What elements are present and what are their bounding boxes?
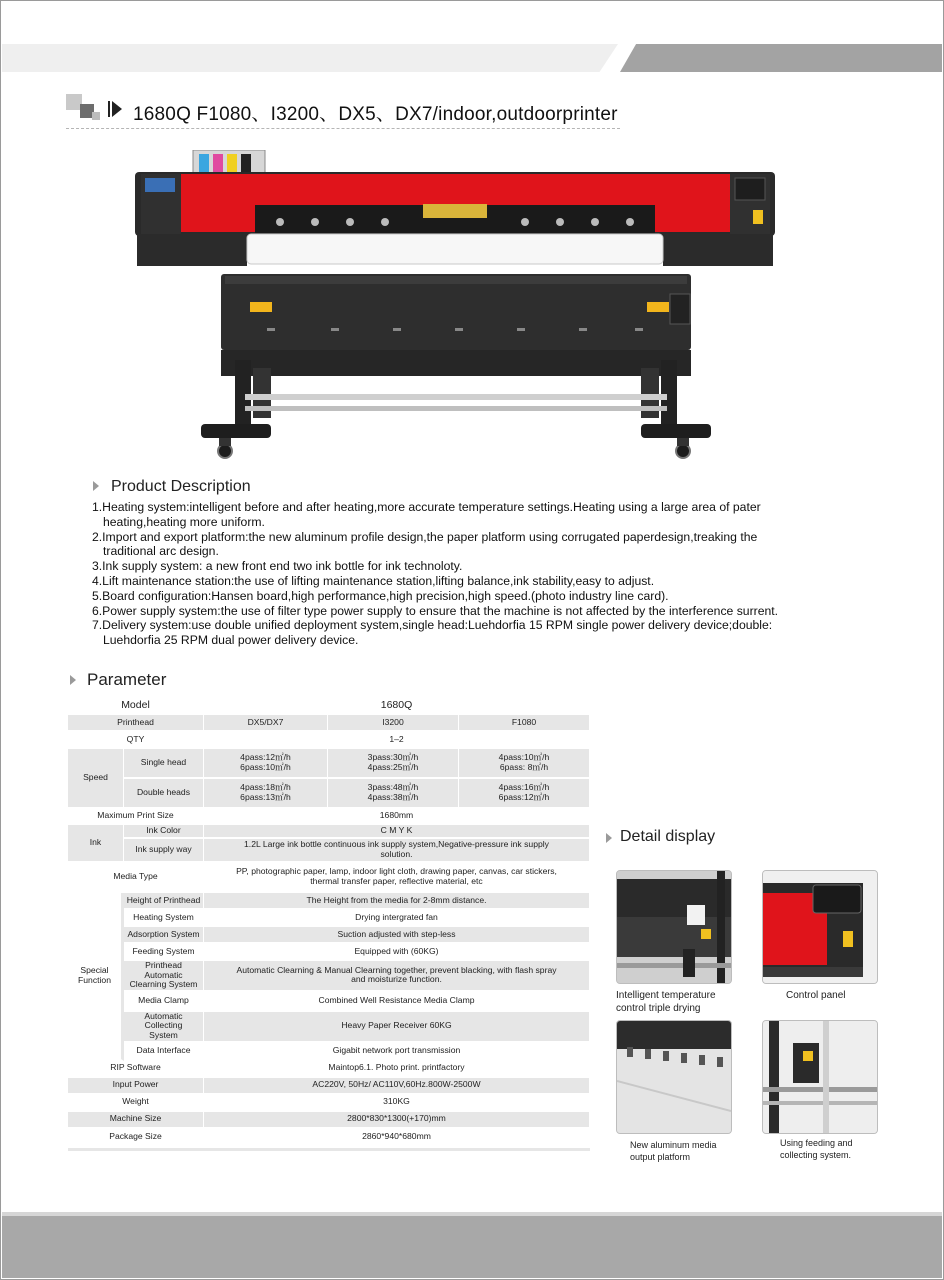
speed-value: 6pass: 8㎡/h xyxy=(499,762,549,772)
detail-caption-control-panel xyxy=(786,989,845,1002)
height-value: The Height from the media for 2-8mm distance. xyxy=(204,893,590,910)
parameter-table xyxy=(68,698,590,1151)
title-decoration-squares xyxy=(66,94,106,124)
title-bar-icon xyxy=(108,101,110,117)
input-power-label: Input Power xyxy=(68,1078,204,1095)
cleaning-label: Printhead Automatic xyxy=(144,960,183,980)
detail-image-output-platform xyxy=(616,1020,732,1134)
speed-value: 6pass:10㎡/h xyxy=(240,762,291,772)
qty-label: QTY xyxy=(68,732,204,749)
printhead-dx5: DX5/DX7 xyxy=(204,715,328,732)
description-line: 6.Power supply system:the use of filter type power supply to ensure that the machine is not affected by the interference surrent. xyxy=(92,603,779,618)
description-line: heating,heating more uniform. xyxy=(103,514,265,529)
description-line: 5.Board configuration:Hansen board,high performance,high precision,high speed.(photo industry line card). xyxy=(92,588,669,603)
height-label: Height of Printhead xyxy=(124,893,204,910)
speed-value: 6pass:12㎡/h xyxy=(498,792,550,802)
detail-caption-drying xyxy=(616,989,716,1015)
section-arrow-icon xyxy=(606,833,612,843)
weight-label: Weight xyxy=(68,1095,204,1112)
special-function-label: Function xyxy=(78,974,111,985)
top-banner-left xyxy=(2,44,618,72)
weight-value: 310KG xyxy=(204,1095,590,1112)
description-line: traditional arc design. xyxy=(103,544,219,559)
speed-value: 4pass:38㎡/h xyxy=(367,792,419,802)
caption-line: Intelligent temperature xyxy=(616,990,716,1001)
caption-line: collecting system. xyxy=(780,1150,852,1160)
ink-supply-label: Ink supply way xyxy=(124,839,204,863)
top-banner-right xyxy=(620,44,942,72)
media-type-value: PP, photographic paper, lamp, indoor light cloth, drawing paper, canvas, car stickers, xyxy=(236,866,557,877)
speed-value: 4pass:18㎡/h xyxy=(240,782,291,793)
ink-color-value: C M Y K xyxy=(204,825,590,839)
package-size-value: 2860*940*680mm xyxy=(204,1129,590,1148)
ink-color-label: Ink Color xyxy=(124,825,204,839)
qty-value: 1–2 xyxy=(204,732,590,749)
media-type-value: thermal transfer paper, reflective material, etc xyxy=(310,876,483,886)
speed-value: 4pass:12㎡/h xyxy=(240,752,291,763)
detail-caption-feeding-system xyxy=(780,1137,853,1161)
cleaning-label: Clearning System xyxy=(129,979,198,990)
caption-line: Using feeding and xyxy=(780,1138,853,1148)
rip-label: RIP Software xyxy=(68,1061,204,1078)
ink-label: Ink xyxy=(68,825,124,863)
caption-line: New aluminum media xyxy=(630,1140,717,1150)
description-line: 1.Heating system:intelligent before and after heating,more accurate temperature settings.Heating using a large area of pater xyxy=(92,500,761,514)
detail-display-heading: Detail display xyxy=(620,828,716,845)
package-size-label: Package Size xyxy=(68,1129,204,1148)
printhead-f1080: F1080 xyxy=(459,715,590,732)
parameter-heading: Parameter xyxy=(87,670,167,689)
collecting-label: System xyxy=(149,1029,178,1040)
adsorption-value: Suction adjusted with step-less xyxy=(204,927,590,944)
speed-value: 3pass:48㎡/h xyxy=(367,782,419,793)
collecting-value: Heavy Paper Receiver 60KG xyxy=(204,1012,590,1043)
speed-label: Speed xyxy=(68,749,124,809)
detail-image-feeding-system xyxy=(762,1020,878,1134)
collecting-label: Automatic Collecting xyxy=(144,1010,183,1031)
rip-value: Maintop6.1. Photo print. printfactory xyxy=(204,1061,590,1078)
product-description-heading: Product Description xyxy=(111,478,251,495)
speed-value: 6pass:13㎡/h xyxy=(240,792,291,802)
caption-line: output platform xyxy=(630,1152,691,1162)
machine-size-label: Machine Size xyxy=(68,1112,204,1129)
caption-line: control triple drying xyxy=(616,1003,701,1014)
description-line: 3.Ink supply system: a new front end two ink bottle for ink technoloty. xyxy=(92,559,463,574)
ink-supply-value: 1.2L Large ink bottle continuous ink supply system,Negative-pressure ink supply xyxy=(244,839,549,850)
printer-image xyxy=(135,150,775,465)
model-label: Model xyxy=(68,698,204,715)
machine-size-value: 2800*830*1300(+170)mm xyxy=(204,1112,590,1129)
clamp-label: Media Clamp xyxy=(124,992,204,1012)
feeding-value: Equipped with (60KG) xyxy=(204,944,590,961)
input-power-value: AC220V, 50Hz/ AC110V,60Hz.800W-2500W xyxy=(204,1078,590,1095)
bottom-band xyxy=(2,1216,942,1278)
adsorption-label: Adsorption System xyxy=(124,927,204,944)
description-line: 2.Import and export platform:the new aluminum profile design,the paper platform using corrugated paperdesign,treaking the xyxy=(92,529,758,544)
cleaning-value: and moisturize function. xyxy=(351,974,442,985)
model-value: 1680Q xyxy=(204,698,590,715)
page-title: 1680Q F1080、I3200、DX5、DX7/indoor,outdoorprinter xyxy=(133,104,618,125)
speed-value: 4pass:25㎡/h xyxy=(367,762,419,772)
description-line: 4.Lift maintenance station:the use of lifting maintenance station,lifting balance,ink stability,easy to adjust. xyxy=(92,573,655,588)
detail-image-control-panel xyxy=(762,870,878,984)
clamp-value: Combined Well Resistance Media Clamp xyxy=(204,992,590,1012)
max-print-size-value: 1680mm xyxy=(204,809,590,825)
heating-label: Heating System xyxy=(124,910,204,927)
ink-supply-value: solution. xyxy=(380,849,413,859)
title-arrow-icon xyxy=(112,101,122,117)
cleaning-value: Automatic Clearning & Manual Clearning together, prevent blacking, with flash spray xyxy=(236,964,557,975)
speed-value: 4pass:10㎡/h xyxy=(498,752,550,763)
section-arrow-icon xyxy=(70,675,76,685)
special-function-label: Special xyxy=(80,965,109,976)
feeding-label: Feeding System xyxy=(124,944,204,961)
speed-value: 3pass:30㎡/h xyxy=(367,752,419,763)
media-type-label: Media Type xyxy=(68,863,204,893)
heating-value: Drying intergrated fan xyxy=(204,910,590,927)
product-description-list xyxy=(92,500,872,648)
detail-image-drying xyxy=(616,870,732,984)
description-line: 7.Delivery system:use double unified deployment system,single head:Luehdorfia 15 RPM single power delivery device;double: xyxy=(92,618,773,633)
title-divider xyxy=(66,128,620,129)
single-head-label: Single head xyxy=(124,749,204,779)
interface-value: Gigabit network port transmission xyxy=(204,1043,590,1061)
detail-caption-output-platform xyxy=(630,1139,717,1163)
section-arrow-icon xyxy=(93,481,99,491)
double-heads-label: Double heads xyxy=(124,779,204,809)
description-line: Luehdorfia 25 RPM dual power delivery device. xyxy=(103,633,359,648)
caption-line: Control panel xyxy=(786,990,846,1001)
speed-value: 4pass:16㎡/h xyxy=(498,782,550,793)
printhead-i3200: I3200 xyxy=(328,715,459,732)
max-print-size-label: Maximum Print Size xyxy=(68,809,204,825)
interface-label: Data Interface xyxy=(124,1043,204,1061)
printhead-label: Printhead xyxy=(68,715,204,732)
